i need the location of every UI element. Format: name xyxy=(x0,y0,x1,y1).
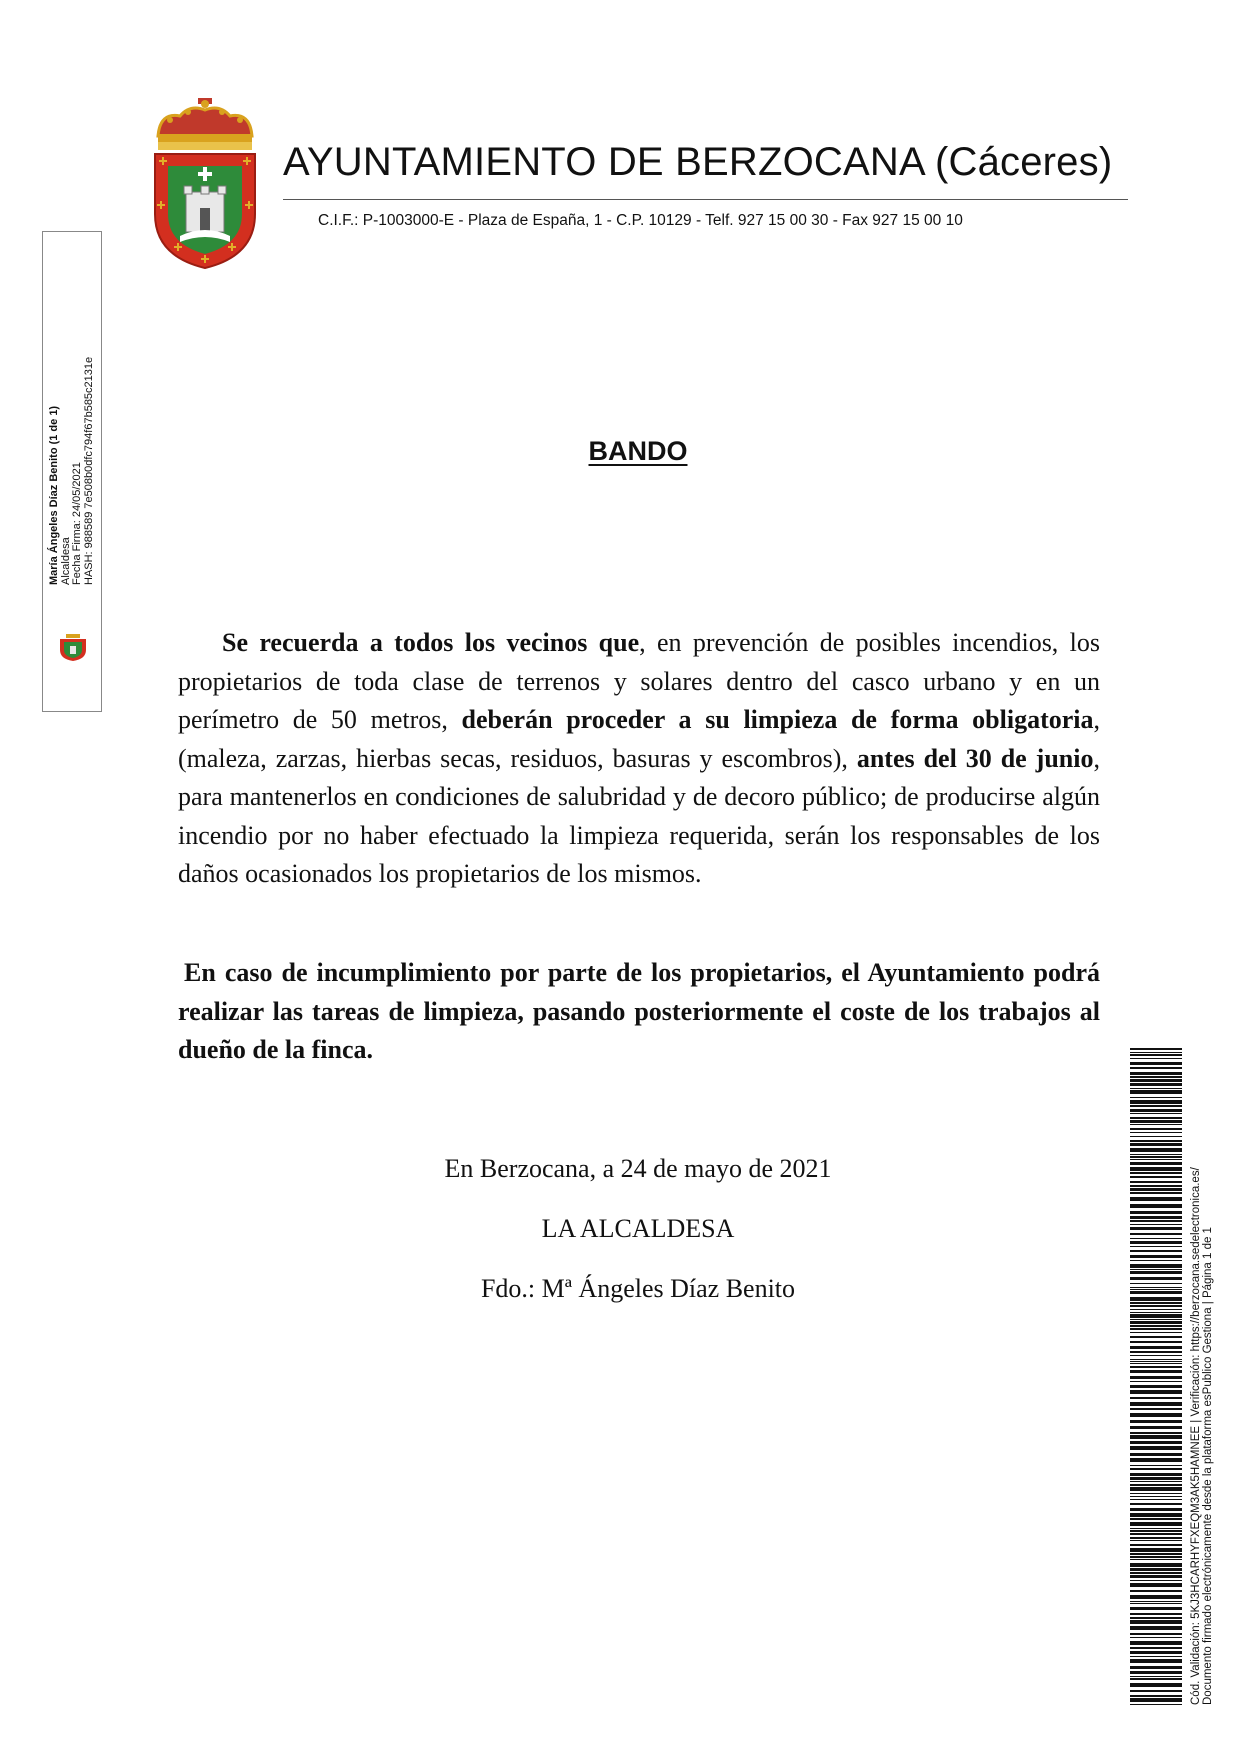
paragraph-1 xyxy=(178,624,1100,894)
barcode-icon xyxy=(1130,1048,1182,1705)
place-date: En Berzocana, a 24 de mayo de 2021 xyxy=(444,1154,832,1183)
document-title: BANDO xyxy=(588,436,688,466)
signer-name: María Ángeles Díaz Benito (1 de 1) xyxy=(48,405,60,585)
validation-text xyxy=(1190,1105,1214,1705)
signer-role: Alcaldesa xyxy=(59,537,72,585)
signature-hash: HASH: 988589 7e508b0dfc794f67b585c2131e xyxy=(82,356,95,585)
contact-line: C.I.F.: P-1003000-E - Plaza de España, 1 - C.P. 10129 - Telf. 927 15 00 30 - Fax 927 15 00 10 xyxy=(318,212,963,229)
paragraph-1-bold-d: antes del 30 de junio xyxy=(856,743,1094,773)
validation-code: Cód. Validación: 5KJ3HCARHYFXEQM3AK5HAMNEE | Verificación: https://berzocana.sedelectronica.es/ xyxy=(1190,1167,1202,1705)
signer-title: LA ALCALDESA xyxy=(541,1214,735,1243)
org-name: AYUNTAMIENTO DE BERZOCANA (Cáceres) xyxy=(283,140,1113,184)
header-divider xyxy=(283,199,1128,200)
signed-by: Fdo.: Mª Ángeles Díaz Benito xyxy=(480,1274,796,1303)
paragraph-1-text-e: , para mantenerlos en condiciones de salubridad y de decoro público; de producirse algún incendio por no haber efectuado la limpieza requerida, serán los responsables de los daños ocasionados los propietarios de los mismos. xyxy=(178,743,1100,888)
paragraph-1-text-c: ,(maleza, zarzas, hierbas secas, residuos, basuras y escombros), xyxy=(178,705,1100,773)
small-coat-of-arms-icon xyxy=(50,632,96,662)
paragraph-1-text-a: , en prevención de posibles incendios, los propietarios de toda clase de terrenos y solares dentro del casco urbano y en un perímetro de 50 metros, xyxy=(178,628,1100,734)
coat-of-arms-icon xyxy=(150,96,260,271)
signature-date: Fecha Firma: 24/05/2021 xyxy=(71,462,83,585)
validation-platform: Documento firmado electrónicamente desde la plataforma esPublico Gestiona | Página 1 de 1 xyxy=(1202,1227,1214,1705)
paragraph-1-bold-b: deberán proceder a su limpieza de forma obligatoria xyxy=(461,705,1094,734)
paragraph-1-lead: Se recuerda a todos los vecinos que xyxy=(222,628,640,657)
paragraph-2: En caso de incumplimiento por parte de los propietarios, el Ayuntamiento podrá realizar las tareas de limpieza, pasando posteriormente el coste de los trabajos al dueño de la finca. xyxy=(178,958,1100,1064)
